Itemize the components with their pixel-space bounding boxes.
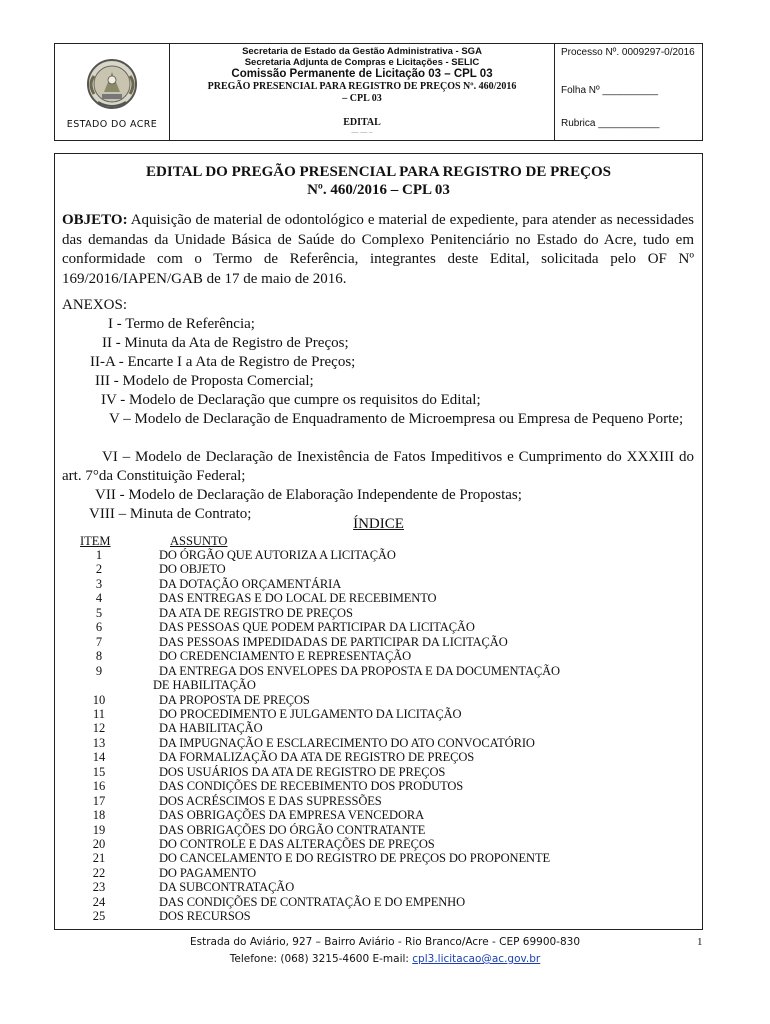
- indice-row-number: 17: [92, 793, 106, 808]
- indice-row-number: 23: [92, 880, 106, 895]
- footer-email-link[interactable]: cpl3.licitacao@ac.gov.br: [412, 953, 541, 965]
- indice-row-number: 10: [92, 692, 106, 707]
- process-number: Processo Nº. 0009297-0/2016: [561, 47, 695, 58]
- indice-row-title: DO OBJETO: [159, 562, 226, 577]
- indice-row-title: DA SUBCONTRATAÇÃO: [159, 880, 295, 895]
- objeto-label: OBJETO:: [62, 212, 128, 228]
- indice-row-number: 22: [92, 865, 106, 880]
- header-secretaria: Secretaria de Estado da Gestão Administrativa - SGA: [242, 46, 482, 57]
- anexo-item: IV - Modelo de Declaração que cumpre os requisitos do Edital;: [101, 392, 481, 408]
- indice-row-title: DAS OBRIGAÇÕES DA EMPRESA VENCEDORA: [159, 808, 425, 823]
- page-number: 1: [697, 936, 703, 948]
- indice-row-title: DOS USUÁRIOS DA ATA DE REGISTRO DE PREÇOS: [159, 764, 446, 779]
- indice-header-item: ITEM: [80, 534, 111, 548]
- header-divider: — — –: [351, 128, 373, 136]
- document-header: [54, 43, 703, 141]
- state-name: ESTADO DO ACRE: [66, 119, 158, 130]
- document-title-line2: Nº. 460/2016 – CPL 03: [307, 182, 450, 198]
- indice-row-number: 4: [95, 591, 103, 606]
- indice-row-number: 3: [95, 576, 103, 591]
- indice-header-assunto: ASSUNTO: [170, 534, 228, 548]
- indice-row-title: DAS ENTREGAS E DO LOCAL DE RECEBIMENTO: [159, 591, 437, 606]
- document-title: [55, 163, 702, 199]
- anexo-item: VII - Modelo de Declaração de Elaboração Independente de Propostas;: [95, 487, 522, 503]
- indice-row-number: 9: [95, 663, 103, 678]
- document-title-line1: EDITAL DO PREGÃO PRESENCIAL PARA REGISTRO DE PREÇOS: [146, 164, 611, 180]
- anexo-item: VI – Modelo de Declaração de Inexistência de Fatos Impeditivos e Cumprimento do XXXIII do art. 7°da Constituição Federal;: [62, 449, 694, 484]
- indice-row-title: DOS ACRÉSCIMOS E DAS SUPRESSÕES: [159, 793, 382, 808]
- indice-row-title: DO PAGAMENTO: [159, 865, 257, 880]
- indice-row-number: 20: [92, 837, 106, 851]
- indice-row-number: 8: [95, 649, 103, 664]
- indice-row-number: 12: [92, 721, 106, 736]
- acre-state-seal-icon: [84, 56, 140, 112]
- indice-row-title: DA IMPUGNAÇÃO E ESCLARECIMENTO DO ATO CONVOCATÓRIO: [159, 735, 535, 750]
- rubrica-field: Rubrica ___________: [561, 118, 660, 129]
- indice-row-title: DO ÓRGÃO QUE AUTORIZA A LICITAÇÃO: [159, 548, 396, 562]
- anexo-item: II - Minuta da Ata de Registro de Preços;: [102, 335, 349, 351]
- indice-row-title: DAS CONDIÇÕES DE RECEBIMENTO DOS PRODUTOS: [159, 779, 464, 794]
- indice-row-number: 19: [92, 822, 106, 837]
- indice-row-number: 16: [92, 779, 106, 794]
- indice-row-number: 11: [92, 706, 106, 721]
- footer-phone: Telefone: (068) 3215-4600 E-mail:: [229, 953, 413, 965]
- header-title-cell: [170, 44, 555, 140]
- indice-row-title: DA DOTAÇÃO ORÇAMENTÁRIA: [159, 576, 342, 591]
- anexos-heading: ANEXOS:: [62, 297, 128, 313]
- indice-row-number: 14: [92, 750, 106, 765]
- objeto-paragraph: [62, 211, 694, 289]
- indice-row-title: DA ATA DE REGISTRO DE PREÇOS: [159, 605, 353, 620]
- document-body: [54, 153, 703, 930]
- indice-row-number: 25: [92, 909, 106, 924]
- indice-row-title: DAS PESSOAS QUE PODEM PARTICIPAR DA LICITAÇÃO: [159, 620, 475, 635]
- footer-address: Estrada do Aviário, 927 – Bairro Aviário - Rio Branco/Acre - CEP 69900-830: [189, 936, 581, 948]
- header-secretaria-adjunta: Secretaria Adjunta de Compras e Licitações - SELIC: [244, 57, 480, 68]
- indice-row-title: DO PROCEDIMENTO E JULGAMENTO DA LICITAÇÃO: [159, 706, 462, 721]
- indice-heading: ÍNDICE: [353, 516, 404, 532]
- folha-field: Folha Nº __________: [561, 85, 659, 96]
- indice-row-title: DA PROPOSTA DE PREÇOS: [159, 692, 310, 707]
- indice-row-number: 24: [92, 894, 106, 909]
- indice-row-title: DO CREDENCIAMENTO E REPRESENTAÇÃO: [159, 649, 412, 664]
- indice-row-number: 1: [95, 548, 103, 562]
- indice-row-title: DA HABILITAÇÃO: [159, 721, 263, 736]
- objeto-text: Aquisição de material de odontológico e material de expediente, para atender as necessidades das demandas da Unidade Básica de Saúde do Complexo Penitenciário no Estado do Acre, tudo em conformidade com o Termo de Referência, integrantes deste Edital, solicitada pelo OF Nº 169/2016/IAPEN/GAB de 17 de maio de 2016.: [62, 212, 694, 287]
- header-pregao: PREGÃO PRESENCIAL PARA REGISTRO DE PREÇOS Nº. 460/2016: [207, 81, 517, 92]
- indice-row-number: 5: [95, 605, 103, 620]
- indice-row-number: 2: [95, 562, 103, 577]
- header-logo-cell: [55, 44, 170, 140]
- indice-row-title: DA ENTREGA DOS ENVELOPES DA PROPOSTA E DA DOCUMENTAÇÃO: [159, 663, 560, 678]
- indice-row-title: DO CONTROLE E DAS ALTERAÇÕES DE PREÇOS: [159, 837, 435, 851]
- header-process-cell: [555, 44, 702, 140]
- anexo-item: I - Termo de Referência;: [108, 316, 255, 332]
- anexo-item: II-A - Encarte I a Ata de Registro de Preços;: [90, 354, 356, 370]
- indice-row-title: DAS CONDIÇÕES DE CONTRATAÇÃO E DO EMPENHO: [159, 894, 466, 909]
- indice-row-title: DAS OBRIGAÇÕES DO ÓRGÃO CONTRATANTE: [159, 822, 426, 837]
- indice-row-number: 13: [92, 735, 106, 750]
- header-edital: EDITAL: [343, 117, 381, 128]
- header-pregao-cpl: – CPL 03: [342, 93, 382, 104]
- anexo-item: V – Modelo de Declaração de Enquadramento de Microempresa ou Empresa de Pequeno Porte;: [109, 411, 684, 427]
- anexo-item: III - Modelo de Proposta Comercial;: [95, 373, 314, 389]
- indice-row-title: DO CANCELAMENTO E DO REGISTRO DE PREÇOS DO PROPONENTE: [159, 851, 551, 866]
- header-comissao: Comissão Permanente de Licitação 03 – CPL 03: [231, 68, 493, 80]
- indice-row-number: 15: [92, 764, 106, 779]
- footer-contact: [0, 953, 770, 965]
- indice-row-number: 6: [95, 620, 103, 635]
- indice-row-number: 21: [92, 851, 106, 866]
- indice-row-title: DA FORMALIZAÇÃO DA ATA DE REGISTRO DE PREÇOS: [159, 750, 475, 765]
- indice-row-title: DAS PESSOAS IMPEDIDADAS DE PARTICIPAR DA LICITAÇÃO: [159, 634, 508, 649]
- indice-row-title: DOS RECURSOS: [159, 909, 251, 924]
- indice-row-number: 18: [92, 808, 106, 823]
- anexo-item: VIII – Minuta de Contrato;: [89, 506, 252, 522]
- indice-row-title-continued: DE HABILITAÇÃO: [153, 678, 256, 693]
- indice-row-number: 7: [95, 634, 103, 649]
